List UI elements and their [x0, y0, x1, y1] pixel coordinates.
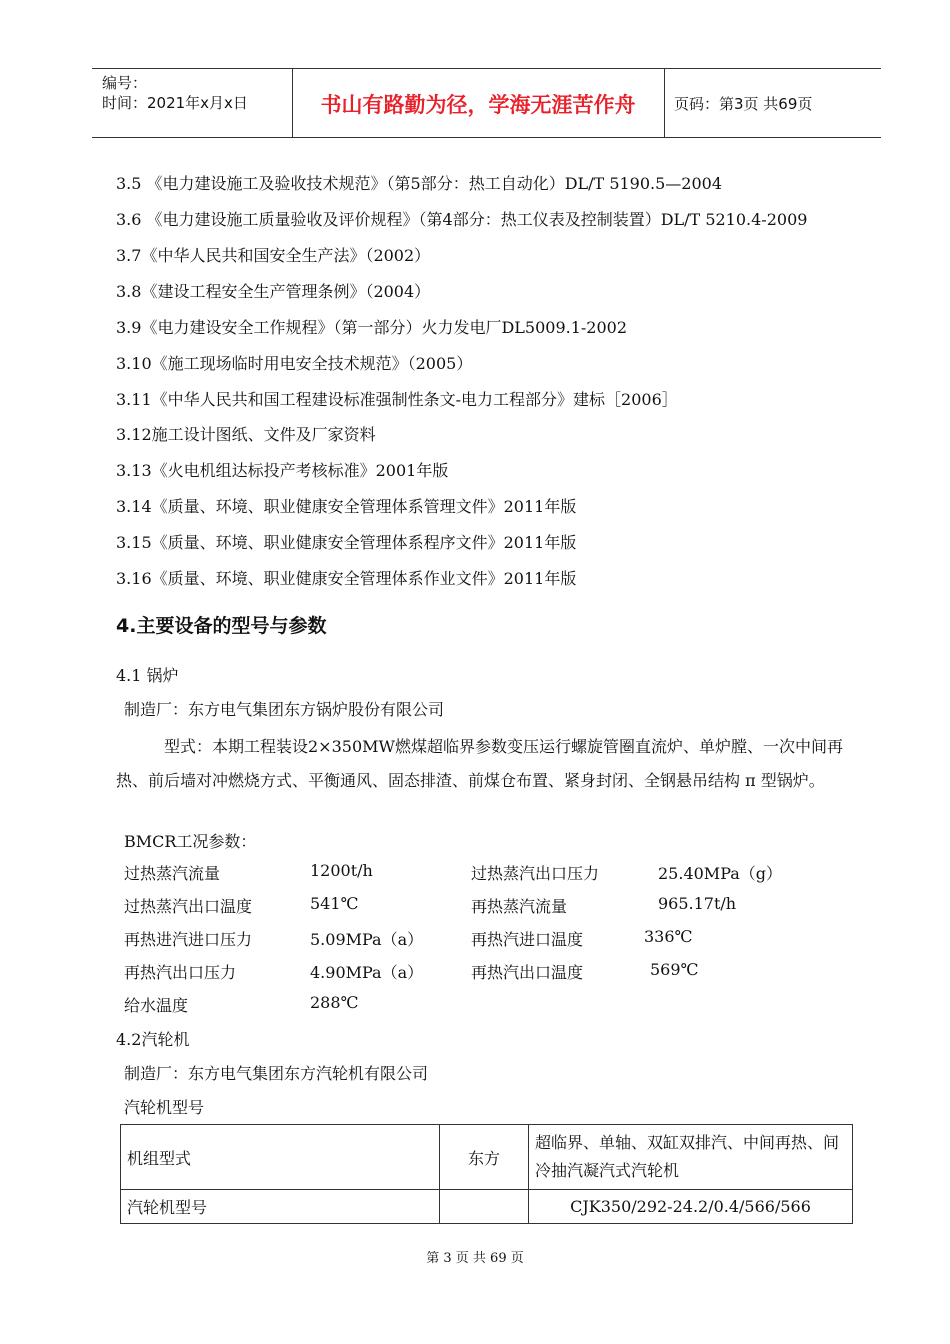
- header-meta-cell: [92, 69, 293, 137]
- table-cell: 东方: [440, 1125, 529, 1190]
- param-name: 过热蒸汽出口压力: [471, 864, 600, 883]
- reference-item: 3.14《质量、环境、职业健康安全管理体系管理文件》2011年版: [116, 497, 577, 516]
- table-row: [121, 1190, 853, 1224]
- reference-item: 3.11《中华人民共和国工程建设标准强制性条文-电力工程部分》建标［2006］: [116, 390, 678, 409]
- reference-item: 3.10《施工现场临时用电安全技术规范》（2005）: [116, 354, 473, 373]
- param-name: 再热汽进口温度: [471, 930, 584, 949]
- document-number-label: 编号：: [102, 74, 148, 92]
- param-name: 过热蒸汽流量: [124, 864, 221, 883]
- reference-item: 3.6 《电力建设施工质量验收及评价规程》（第4部分：热工仪表及控制装置）DL/T 5210.4-2009: [116, 210, 808, 229]
- header-motto: 书山有路勤为径，学海无涯苦作舟: [320, 93, 636, 117]
- param-name: 再热汽出口温度: [471, 963, 584, 982]
- subsection-heading-boiler: 4.1 锅炉: [116, 666, 179, 685]
- boiler-description: [116, 730, 861, 798]
- header-motto-cell: [292, 69, 665, 137]
- table-cell: 汽轮机型号: [121, 1190, 440, 1224]
- document-time-label: 时间：2021年x月x日: [102, 94, 248, 112]
- param-value: 25.40MPa（g）: [658, 864, 783, 883]
- param-name: 给水温度: [124, 996, 189, 1015]
- param-name: 再热汽出口压力: [124, 963, 237, 982]
- table-cell: CJK350/292-24.2/0.4/566/566: [529, 1190, 853, 1224]
- param-value: 569℃: [650, 960, 699, 979]
- page-header: [92, 68, 881, 138]
- reference-item: 3.13《火电机组达标投产考核标准》2001年版: [116, 461, 449, 480]
- reference-item: 3.12施工设计图纸、文件及厂家资料: [116, 425, 376, 444]
- header-page-cell: [664, 69, 881, 137]
- param-value: 288℃: [310, 993, 359, 1012]
- turbine-manufacturer: 制造厂：东方电气集团东方汽轮机有限公司: [124, 1064, 429, 1083]
- boiler-manufacturer: 制造厂：东方电气集团东方锅炉股份有限公司: [124, 700, 445, 719]
- turbine-spec-table: [120, 1124, 853, 1224]
- subsection-heading-turbine: 4.2汽轮机: [116, 1030, 190, 1049]
- section-heading: 4.主要设备的型号与参数: [116, 615, 327, 637]
- table-row: [121, 1125, 853, 1190]
- reference-item: 3.8《建设工程安全生产管理条例》（2004）: [116, 282, 431, 301]
- header-page-number: 页码：第3页 共69页: [674, 95, 813, 113]
- table-cell: 超临界、单轴、双缸双排汽、中间再热、间冷抽汽凝汽式汽轮机: [529, 1125, 853, 1190]
- page-footer: 第 3 页 共 69 页: [426, 1251, 524, 1266]
- bmcr-label: BMCR工况参数：: [124, 832, 257, 851]
- table-cell: [440, 1190, 529, 1224]
- param-value: 5.09MPa（a）: [310, 930, 424, 949]
- param-value: 1200t/h: [310, 861, 373, 880]
- reference-item: 3.5 《电力建设施工及验收技术规范》（第5部分：热工自动化）DL/T 5190.5—2004: [116, 174, 723, 193]
- param-name: 再热蒸汽流量: [471, 897, 568, 916]
- reference-item: 3.16《质量、环境、职业健康安全管理体系作业文件》2011年版: [116, 569, 577, 588]
- param-name: 再热进汽进口压力: [124, 930, 253, 949]
- param-value: 541℃: [310, 894, 359, 913]
- reference-item: 3.9《电力建设安全工作规程》（第一部分）火力发电厂DL5009.1-2002: [116, 318, 628, 337]
- turbine-model-label: 汽轮机型号: [124, 1098, 205, 1117]
- param-name: 过热蒸汽出口温度: [124, 897, 253, 916]
- param-value: 336℃: [644, 927, 693, 946]
- reference-item: 3.7《中华人民共和国安全生产法》（2002）: [116, 246, 431, 265]
- param-value: 4.90MPa（a）: [310, 963, 424, 982]
- param-value: 965.17t/h: [658, 894, 737, 913]
- table-cell: 机组型式: [121, 1125, 440, 1190]
- boiler-type-text: 型式：本期工程装设2×350MW燃煤超临界参数变压运行螺旋管圈直流炉、单炉膛、一次中间再热、前后墙对冲燃烧方式、平衡通风、固态排渣、前煤仓布置、紧身封闭、全钢悬吊结构 π 型锅炉。: [116, 737, 843, 790]
- reference-item: 3.15《质量、环境、职业健康安全管理体系程序文件》2011年版: [116, 533, 577, 552]
